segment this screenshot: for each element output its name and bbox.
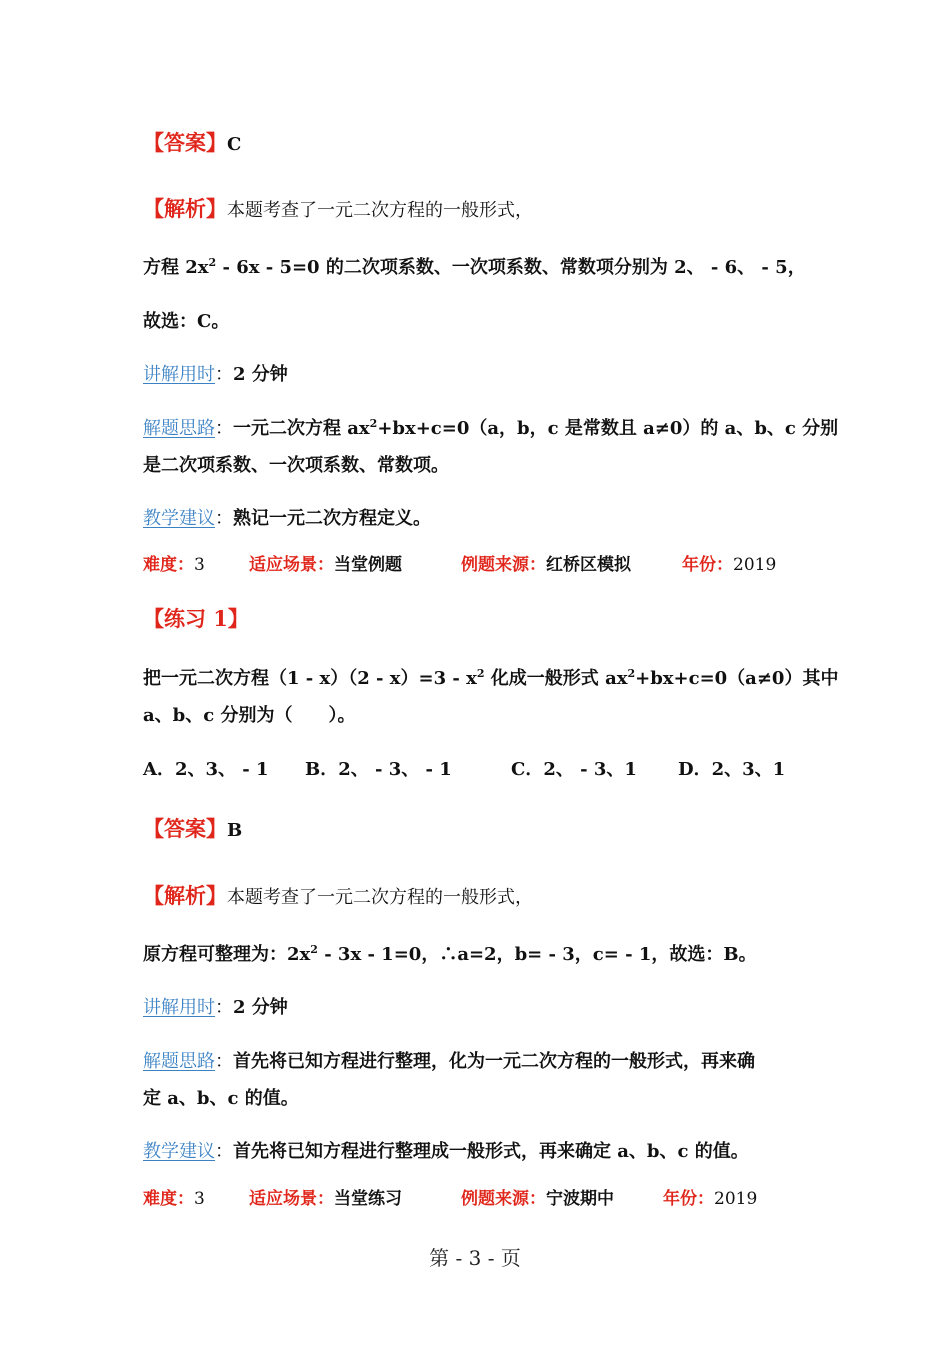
equation-prefix: 方程 2x	[143, 257, 209, 278]
year-label: 年份：	[682, 555, 733, 575]
option-b: B．2、 - 3、 - 1	[305, 759, 452, 780]
answer-value-2: B	[227, 820, 243, 841]
scene-value: 当堂例题	[334, 555, 402, 575]
idea-label: 解题思路	[143, 418, 215, 439]
advice-text-2: 首先将已知方程进行整理成一般形式，再来确定 a、b、c 的值。	[233, 1141, 749, 1162]
question-part-b: 化成一般形式 ax	[484, 668, 628, 689]
analysis-equation-line	[143, 257, 806, 279]
idea-line-b2-2: 定 a、b、c 的值。	[143, 1088, 299, 1109]
advice-label-2: 教学建议	[143, 1141, 215, 1162]
option-c: C．2、 - 3、1	[511, 759, 637, 780]
equation-suffix: - 6x - 5=0 的二次项系数、一次项系数、常数项分别为 2、 - 6、 - 5，	[216, 257, 806, 278]
meta-difficulty	[143, 554, 205, 576]
time-label: 讲解用时	[143, 364, 215, 385]
advice-colon: ：	[215, 508, 233, 529]
analysis-label-2: 【解析】	[143, 883, 227, 908]
question-sup-2: 2	[627, 667, 636, 680]
time-colon: ：	[215, 364, 233, 385]
difficulty-label-2: 难度：	[143, 1189, 194, 1209]
advice-line	[143, 508, 431, 530]
question-line-1	[143, 668, 838, 690]
idea-line-2: 是二次项系数、一次项系数、常数项。	[143, 455, 449, 476]
source-value: 红桥区模拟	[546, 555, 631, 575]
meta-year	[682, 554, 776, 576]
time-line-2	[143, 997, 288, 1019]
year-label-2: 年份：	[663, 1189, 714, 1209]
meta2-source	[461, 1188, 614, 1210]
advice-line-2	[143, 1141, 749, 1163]
year-value: 2019	[733, 555, 777, 575]
analysis-label: 【解析】	[143, 196, 227, 221]
practice-title	[143, 608, 249, 632]
analysis-line-2	[143, 885, 533, 909]
meta-scene	[249, 554, 402, 576]
scene-value-2: 当堂练习	[334, 1189, 402, 1209]
analysis-choice-line: 故选：C。	[143, 311, 230, 332]
meta2-scene	[249, 1188, 402, 1210]
equation-sup-2: 2	[310, 943, 318, 956]
answer-line-1	[143, 132, 241, 156]
question-part-c: +bx+c=0（a≠0）其中	[635, 668, 839, 689]
advice-text: 熟记一元二次方程定义。	[233, 508, 431, 529]
meta-source	[461, 554, 631, 576]
analysis-text-2: 本题考查了一元二次方程的一般形式，	[227, 887, 533, 908]
idea-sup: 2	[369, 417, 378, 430]
difficulty-label: 难度：	[143, 555, 194, 575]
year-value-2: 2019	[714, 1189, 758, 1209]
answer-label: 【答案】	[143, 130, 227, 155]
question-sup-1: 2	[476, 667, 485, 680]
idea-colon: ：	[215, 418, 233, 439]
advice-colon-2: ：	[215, 1141, 233, 1162]
meta2-year	[663, 1188, 757, 1210]
equation-suffix-2: - 3x - 1=0，∴a=2，b= - 3，c= - 1，故选：B。	[317, 944, 757, 965]
scene-label: 适应场景：	[249, 555, 334, 575]
meta2-difficulty	[143, 1188, 205, 1210]
equation-sup: 2	[208, 256, 217, 269]
option-a: A．2、3、 - 1	[143, 759, 269, 780]
idea-line	[143, 418, 838, 440]
time-label-2: 讲解用时	[143, 997, 215, 1018]
idea-colon-2: ：	[215, 1051, 233, 1072]
option-d: D．2、3、1	[678, 759, 786, 780]
time-colon-2: ：	[215, 997, 233, 1018]
difficulty-value: 3	[194, 555, 205, 575]
question-part-a: 把一元二次方程（1 - x）（2 - x）=3 - x	[143, 668, 477, 689]
answer-value: C	[227, 134, 242, 155]
source-value-2: 宁波期中	[546, 1189, 614, 1209]
answer-line-2	[143, 818, 242, 842]
idea-text-a: 一元二次方程 ax	[233, 418, 370, 439]
analysis-line-1	[143, 198, 533, 222]
advice-label: 教学建议	[143, 508, 215, 529]
idea-text-2: 首先将已知方程进行整理，化为一元二次方程的一般形式，再来确	[233, 1051, 755, 1072]
time-value: 2 分钟	[233, 364, 288, 385]
scene-label-2: 适应场景：	[249, 1189, 334, 1209]
source-label: 例题来源：	[461, 555, 546, 575]
source-label-2: 例题来源：	[461, 1189, 546, 1209]
idea-line-b2	[143, 1051, 755, 1073]
time-line	[143, 364, 288, 386]
idea-text-b: +bx+c=0（a，b，c 是常数且 a≠0）的 a、b、c 分别	[377, 418, 839, 439]
practice-title-text: 【练习 1】	[143, 606, 249, 631]
difficulty-value-2: 3	[194, 1189, 205, 1209]
analysis-equation-line-2	[143, 944, 757, 966]
answer-label-2: 【答案】	[143, 816, 227, 841]
analysis-text: 本题考查了一元二次方程的一般形式，	[227, 200, 533, 221]
time-value-2: 2 分钟	[233, 997, 288, 1018]
idea-label-2: 解题思路	[143, 1051, 215, 1072]
page-number: 第 - 3 - 页	[429, 1246, 521, 1270]
question-line-2: a、b、c 分别为（ ）。	[143, 705, 356, 726]
equation-prefix-2: 原方程可整理为：2x	[143, 944, 311, 965]
